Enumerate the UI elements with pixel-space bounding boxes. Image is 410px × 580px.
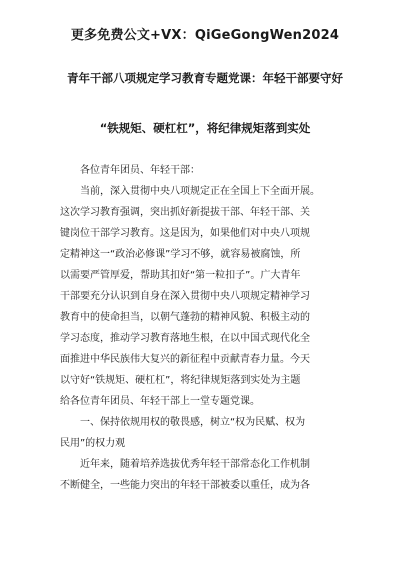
watermark-header: 更多免费公文+VX：QiGeGongWen2024 — [70, 28, 340, 43]
document-title-line-1: 青年干部八项规定学习教育专题党课：年轻干部要守好 — [67, 71, 343, 85]
body-line: 学习态度，推动学习教育落地生根，在以中国式现代化全 — [60, 333, 310, 344]
document-body — [60, 160, 350, 496]
body-line: 给各位青年团员、年轻干部上一堂专题党课。 — [60, 396, 260, 407]
salutation: 各位青年团员、年轻干部： — [80, 165, 200, 176]
body-line: 以需要严管厚爱，帮助其扣好“第一粒扣子”。广大青年 — [60, 270, 301, 281]
section-heading-line: 一、保持依规用权的敬畏感，树立“权为民赋、权为 — [80, 417, 306, 428]
body-line: 当前，深入贯彻中央八项规定正在全国上下全面开展。 — [80, 186, 320, 197]
body-line: 不断健全，一些能力突出的年轻干部被委以重任，成为各 — [60, 480, 310, 491]
body-line: 这次学习教育强调，突出抓好新提拔干部、年轻干部、关 — [60, 207, 310, 218]
section-heading-line: 民用”的权力观 — [60, 438, 126, 449]
body-line: 面推进中华民族伟大复兴的新征程中贡献青春力量。今天 — [60, 354, 310, 365]
body-line: 定精神这一“政治必修课”学习不够，就容易被腐蚀，所 — [60, 249, 301, 260]
body-line: 教育中的使命担当，以朝气蓬勃的精神风貌、积极主动的 — [60, 312, 310, 323]
body-line: 键岗位干部学习教育。这是因为，如果他们对中央八项规 — [60, 228, 310, 239]
document-title-line-2: “铁规矩、硬杠杠”，将纪律规矩落到实处 — [99, 121, 311, 135]
body-line: 近年来，随着培养选拔优秀年轻干部常态化工作机制 — [80, 459, 310, 470]
body-line: 干部要充分认识到自身在深入贯彻中央八项规定精神学习 — [60, 291, 310, 302]
body-line: 以守好“铁规矩、硬杠杠”，将纪律规矩落到实处为主题 — [60, 375, 301, 386]
